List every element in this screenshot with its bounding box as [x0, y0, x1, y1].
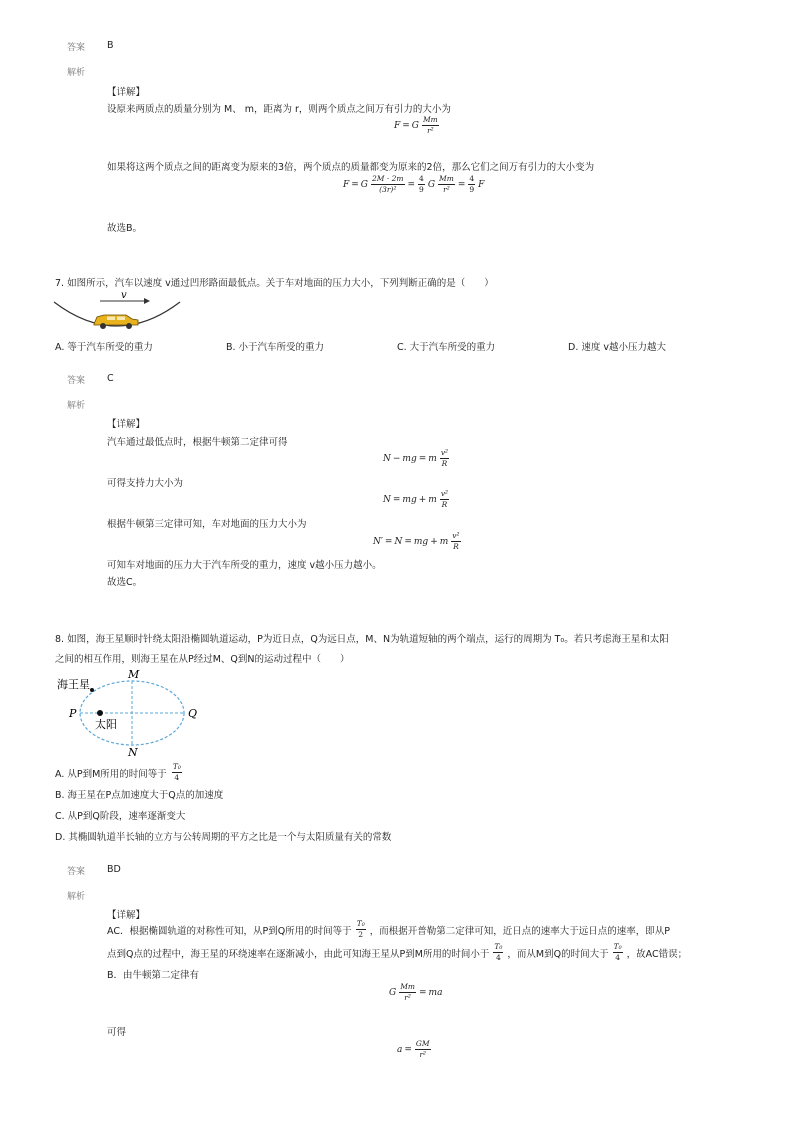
explanation-line: 根据牛顿第三定律可知，车对地面的压力大小为 — [107, 519, 307, 530]
analysis-label: 解析 — [67, 892, 86, 902]
detail-label: 【详解】 — [107, 87, 146, 98]
velocity-label: v — [121, 290, 127, 301]
equation: a = $\frac{GM}{\text{r²}}$ — [397, 1039, 430, 1059]
explanation-line: 可得 — [107, 1027, 127, 1038]
option-c: C. 大于汽车所受的重力 — [397, 342, 496, 353]
option-a: A. 等于汽车所受的重力 — [55, 342, 153, 353]
explanation-line: 可知车对地面的压力大于汽车所受的重力，速度 v越小压力越小。 — [107, 560, 382, 571]
equation: F = G $\frac{2M \cdot 2m}{\text{(3r)²}}$ = $\frac{4}{9}$ G $\frac{Mm}{\text{r²}}$ = $\frac{4}{9}$ F — [343, 174, 485, 194]
sun-icon — [97, 710, 103, 716]
option-c: C. 从P到Q阶段，速率逐渐变大 — [55, 811, 186, 822]
option-d: D. 其椭圆轨道半长轴的立方与公转周期的平方之比是一个与太阳质量有关的常数 — [55, 832, 392, 843]
explanation-line: 如果将这两个质点之间的距离变为原来的3倍，两个质点的质量都变为原来的2倍，那么它们之间万有引力的大小变为 — [107, 162, 595, 173]
equation: N = mg + m $\frac{\text{v²}}{R}$ — [383, 489, 449, 509]
explanation-text: 点到Q点的过程中，海王星的环绕速率在逐渐减小，由此可知海王星从P到M所用的时间小于 — [107, 948, 490, 960]
equation: F = G $\frac{Mm}{\text{r²}}$ — [394, 115, 438, 135]
explanation-line: 可得支持力大小为 — [107, 478, 184, 489]
equation: N − mg = m $\frac{\text{v²}}{R}$ — [383, 448, 449, 468]
option-a: A. 从P到M所用的时间等于 $\frac{\text{T₀}}{4}$ — [55, 762, 181, 782]
point-p-label: P — [69, 707, 77, 720]
explanation-line: 汽车通过最低点时，根据牛顿第二定律可得 — [107, 437, 288, 448]
answer-value: C — [107, 373, 114, 384]
detail-label: 【详解】 — [107, 419, 146, 430]
answer-label: 答案 — [67, 867, 86, 877]
option-b: B. 海王星在P点加速度大于Q点的加速度 — [55, 790, 224, 801]
arrow-head-icon — [144, 298, 150, 304]
equation: G $\frac{Mm}{\text{r²}}$ = ma — [389, 982, 443, 1002]
explanation-text: ，而根据开普勒第二定律可知，近日点的速率大于远日点的速率，即从P — [369, 925, 670, 937]
car-icon — [94, 315, 138, 329]
question-stem: 8. 如图，海王星顺时针绕太阳沿椭圆轨道运动，P为近日点，Q为远日点，M、N为轨道短轴的两个端点，运行的周期为 T₀。若只考虑海王星和太阳 — [55, 634, 669, 645]
answer-label: 答案 — [67, 43, 86, 53]
car-on-concave-road-figure — [52, 288, 182, 336]
option-d: D. 速度 v越小压力越大 — [568, 342, 666, 353]
explanation-text: ，而从M到Q的时间大于 — [507, 948, 609, 960]
option-b: B. 小于汽车所受的重力 — [226, 342, 325, 353]
analysis-label: 解析 — [67, 401, 86, 411]
explanation-text: ，故AC错误； — [626, 948, 688, 960]
explanation-line: 设原来两质点的质量分别为 M、 m，距离为 r，则两个质点之间万有引力的大小为 — [107, 104, 451, 115]
point-q-label: Q — [188, 707, 198, 720]
neptune-label: 海王星 — [57, 678, 90, 691]
answer-value: B — [107, 40, 114, 51]
detail-label: 【详解】 — [107, 910, 146, 921]
conclusion: 故选B。 — [107, 223, 143, 234]
explanation-text: AC．根据椭圆轨道的对称性可知，从P到Q所用的时间等于 — [107, 925, 352, 937]
question-stem: 之间的相互作用，则海王星在从P经过M、Q到N的运动过程中（ ） — [55, 654, 350, 665]
neptune-icon — [90, 688, 94, 692]
explanation-line: AC．根据椭圆轨道的对称性可知，从P到Q所用的时间等于 $\frac{\text{T₀}}{2}$ ，而根据开普勒第二定律可知，近日点的速率大于远日点的速率，即从P — [107, 919, 670, 939]
explanation-line: B．由牛顿第二定律有 — [107, 970, 200, 981]
option-a-text: A. 从P到M所用的时间等于 — [55, 768, 167, 780]
sun-label: 太阳 — [95, 718, 117, 731]
conclusion: 故选C。 — [107, 577, 143, 588]
point-n-label: N — [128, 746, 138, 758]
answer-value: BD — [107, 864, 121, 875]
question-stem: 7. 如图所示，汽车以速度 v通过凹形路面最低点。关于车对地面的压力大小，下列判断正确的是（ ） — [55, 278, 494, 289]
equation: N′ = N = mg + m $\frac{\text{v²}}{R}$ — [373, 531, 460, 551]
point-m-label: M — [128, 668, 140, 681]
explanation-line: 点到Q点的过程中，海王星的环绕速率在逐渐减小，由此可知海王星从P到M所用的时间小于 $\frac{\text{T₀}}{4}$ ，而从M到Q的时间大于 $\frac{\text{T₀}}{4}$ ，故AC错误； — [107, 942, 688, 962]
analysis-label: 解析 — [67, 68, 86, 78]
neptune-orbit-figure — [55, 666, 205, 758]
answer-label: 答案 — [67, 376, 86, 386]
